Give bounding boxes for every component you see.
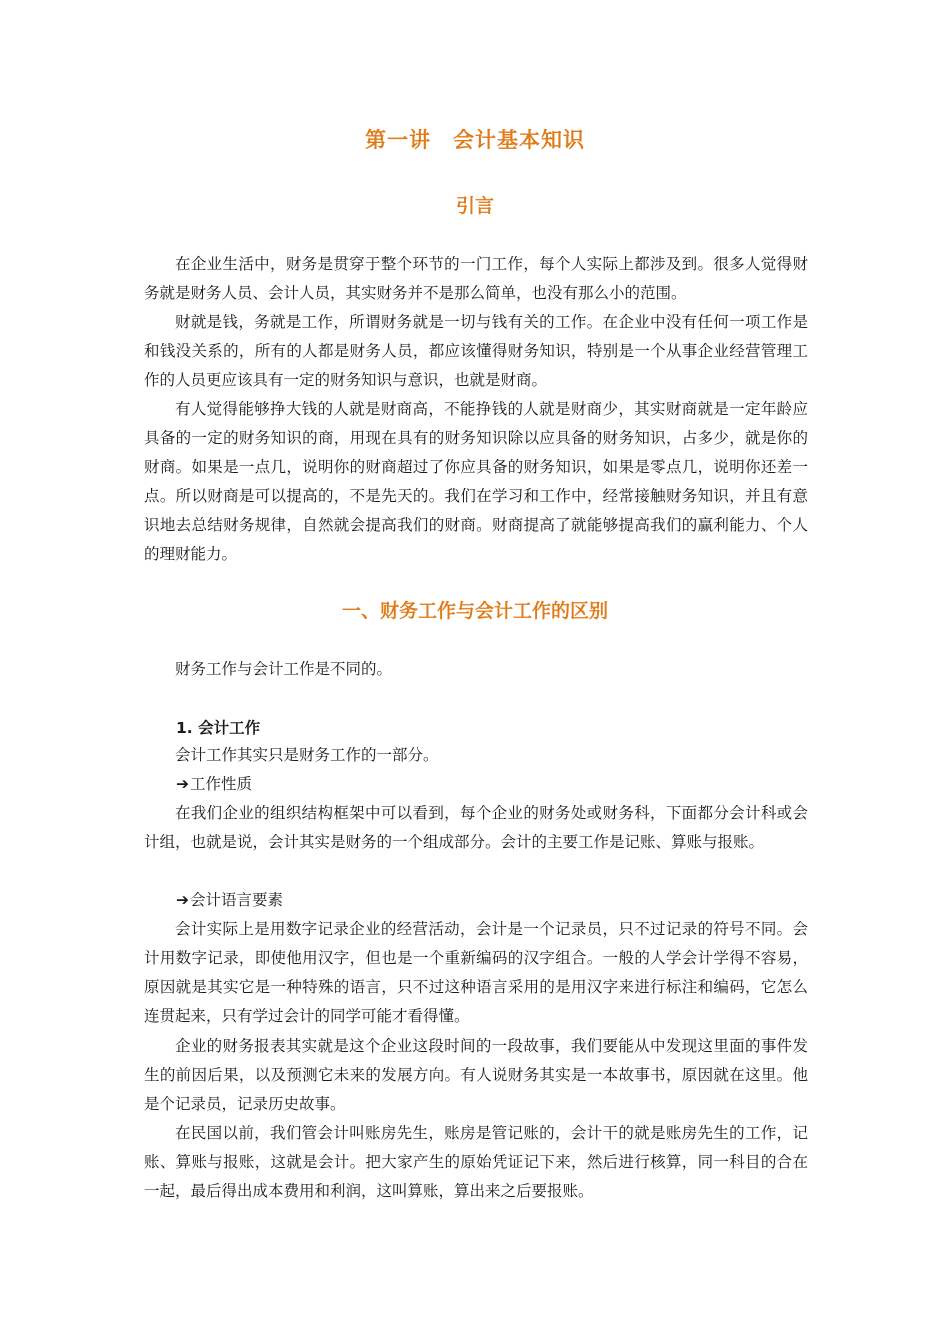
intro-paragraph-3: 有人觉得能够挣大钱的人就是财商高，不能挣钱的人就是财商少，其实财商就是一定年龄应具备的一定的财务知识的商，用现在具有的财务知识除以应具备的财务知识，占多少，就是你的财商。如果是一点几，说明你的财商超过了你应具备的财务知识，如果是零点几，说明你还差一点。所以财商是可以提高的，不是先天的。我们在学习和工作中，经常接触财务知识，并且有意识地去总结财务规律，自然就会提高我们的财商。财商提高了就能够提高我们的赢利能力、个人的理财能力。 xyxy=(144,400,808,563)
subsection-1-lead: 会计工作其实只是财务工作的一部分。 xyxy=(175,746,439,764)
work-nature-label: 工作性质 xyxy=(190,775,253,793)
arrow-right-icon: ➔ xyxy=(176,891,189,909)
section-1-heading: 一、财务工作与会计工作的区别 xyxy=(341,600,608,622)
accounting-language-paragraph-2: 企业的财务报表其实就是这个企业这段时间的一段故事，我们要能从中发现这里面的事件发生的前因后果，以及预测它未来的发展方向。有人说财务其实是一本故事书，原因就在这里。他是个记录员，记录历史故事。 xyxy=(144,1037,808,1113)
intro-paragraph-2: 财就是钱，务就是工作，所谓财务就是一切与钱有关的工作。在企业中没有任何一项工作是和钱没关系的，所有的人都是财务人员，都应该懂得财务知识，特别是一个从事企业经营管理工作的人员更应该具有一定的财务知识与意识，也就是财商。 xyxy=(144,313,808,389)
lecture-title: 第一讲 会计基本知识 xyxy=(365,128,585,152)
work-nature-label-line xyxy=(176,770,252,799)
accounting-language-label: 会计语言要素 xyxy=(190,891,284,909)
subsection-1-title: 1. 会计工作 xyxy=(176,719,261,737)
accounting-language-label-line xyxy=(176,886,283,915)
intro-paragraph-1: 在企业生活中，财务是贯穿于整个环节的一门工作，每个人实际上都涉及到。很多人觉得财务就是财务人员、会计人员，其实财务并不是那么简单，也没有那么小的范围。 xyxy=(144,255,808,302)
arrow-right-icon: ➔ xyxy=(176,775,189,793)
section-1-lead: 财务工作与会计工作是不同的。 xyxy=(175,660,393,678)
work-nature-paragraph: 在我们企业的组织结构框架中可以看到，每个企业的财务处或财务科，下面都分会计科或会计组，也就是说，会计其实是财务的一个组成部分。会计的主要工作是记账、算账与报账。 xyxy=(144,804,808,851)
accounting-language-paragraph-1: 会计实际上是用数字记录企业的经营活动，会计是一个记录员，只不过记录的符号不同。会计用数字记录，即使他用汉字，但也是一个重新编码的汉字组合。一般的人学会计学得不容易，原因就是其实它是一种特殊的语言，只不过这种语言采用的是用汉字来进行标注和编码，它怎么连贯起来，只有学过会计的同学可能才看得懂。 xyxy=(144,920,808,1025)
intro-heading: 引言 xyxy=(455,195,494,217)
accounting-language-paragraph-3: 在民国以前，我们管会计叫账房先生，账房是管记账的，会计干的就是账房先生的工作，记账、算账与报账，这就是会计。把大家产生的原始凭证记下来，然后进行核算，同一科目的合在一起，最后得出成本费用和利润，这叫算账，算出来之后要报账。 xyxy=(144,1124,808,1200)
